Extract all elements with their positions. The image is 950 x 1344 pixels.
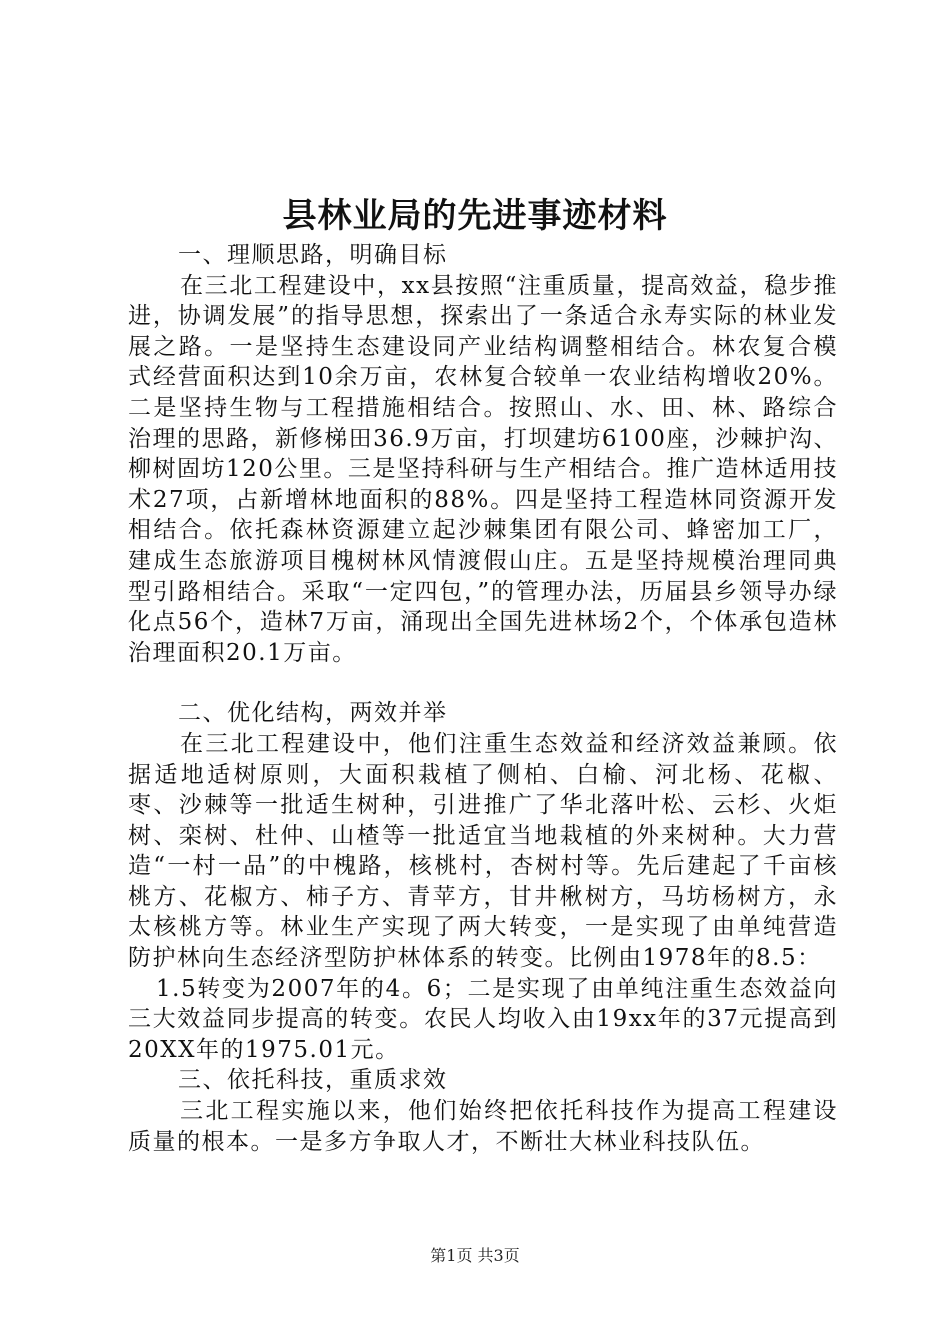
paragraph-gap <box>128 668 838 698</box>
section-2-paragraph-1: 在三北工程建设中，他们注重生态效益和经济效益兼顾。依据适地适树原则，大面积栽植了侧柏、白榆、河北杨、花椒、枣、沙棘等一批适生树种，引进推广了华北落叶松、云杉、火炬树、栾树、杜仲、山楂等一批适宜当地栽植的外来树种。大力营造“一村一品”的中槐路，核桃村，杏树村等。先后建起了千亩核桃方、花椒方、柿子方、青苹方，甘井楸树方，马坊杨树方，永太核桃方等。林业生产实现了两大转变，一是实现了由单纯营造防护林向生态经济型防护林体系的转变。比例由1978年的8.5： <box>128 730 838 972</box>
page-footer: 第1页 共3页 <box>430 1246 520 1265</box>
section-heading-1: 一、理顺思路，明确目标 <box>178 242 448 268</box>
section-2-paragraph-2: 1.5转变为2007年的4。6；二是实现了由单纯注重生态效益向三大效益同步提高的转变。农民人均收入由19xx年的37元提高到20XX年的1975.01元。 <box>128 975 838 1063</box>
section-1-paragraph: 在三北工程建设中，xx县按照“注重质量，提高效益，稳步推进，协调发展”的指导思想，探索出了一条适合永寿实际的林业发展之路。一是坚持生态建设同产业结构调整相结合。林农复合模式经营面积达到10余万亩，农林复合较单一农业结构增收20%。二是坚持生物与工程措施相结合。按照山、水、田、林、路综合治理的思路，新修梯田36.9万亩，打坝建坊6100座，沙棘护沟、柳树固坊120公里。三是坚持科研与生产相结合。推广造林适用技术27项，占新增林地面积的88%。四是坚持工程造林同资源开发相结合。依托森林资源建立起沙棘集团有限公司、蜂密加工厂，建成生态旅游项目槐树林风情渡假山庄。五是坚持规模治理同典型引路相结合。采取“一定四包，”的管理办法，历届县乡领导办绿化点56个，造林7万亩，涌现出全国先进林场2个，个体承包造林治理面积20.1万亩。 <box>128 272 838 666</box>
section-3-paragraph: 三北工程实施以来，他们始终把依托科技作为提高工程建设质量的根本。一是多方争取人才，不断壮大林业科技队伍。 <box>128 1098 838 1155</box>
section-heading-3: 三、依托科技，重质求效 <box>178 1067 448 1094</box>
document-body <box>128 240 838 1157</box>
document-title: 县林业局的先进事迹材料 <box>282 196 668 236</box>
section-heading-2: 二、优化结构，两效并举 <box>178 700 448 727</box>
